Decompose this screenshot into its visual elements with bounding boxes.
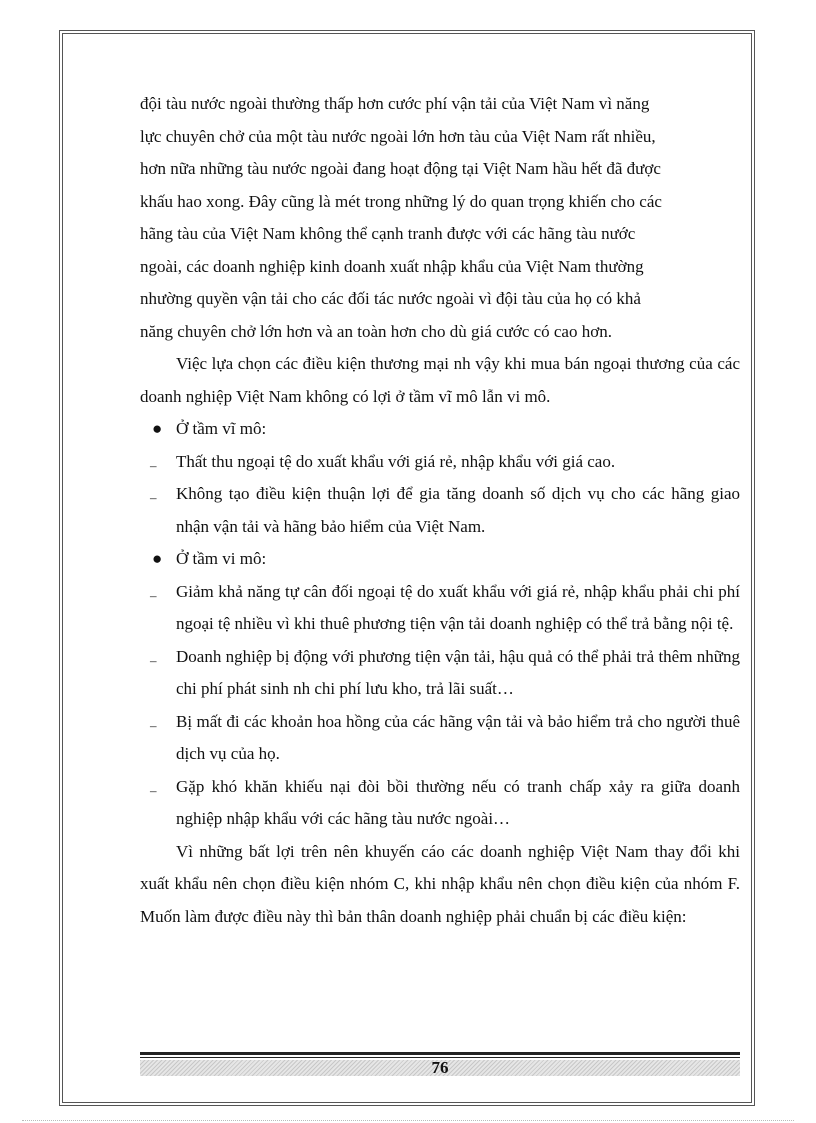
list-item-text: Thất thu ngoại tệ do xuất khẩu với giá rẻ, nhập khẩu với giá cao.: [176, 451, 616, 471]
page-number: 76: [431, 1058, 449, 1077]
list-item-text: Không tạo điều kiện thuận lợi để gia tăng doanh số dịch vụ cho các hãng giao nhận vận tải và hãng bảo hiểm của Việt Nam.: [176, 484, 740, 536]
bullet-dot-icon: ●: [152, 419, 163, 438]
dash-icon: –: [150, 652, 157, 668]
paragraph-line: năng chuyên chở lớn hơn và an toàn hơn cho dù giá cước có cao hơn.: [140, 321, 612, 341]
paragraph-line: ngoài, các doanh nghiệp kinh doanh xuất nhập khẩu của Việt Nam thường: [140, 256, 644, 276]
paragraph-3: Vì những bất lợi trên nên khuyến cáo các doanh nghiệp Việt Nam thay đổi khi xuất khẩu nên chọn điều kiện nhóm C, khi nhập khẩu nên chọn điều kiện của nhóm F. Muốn làm được điều này thì bản thân doanh nghiệp phải chuẩn bị các điều kiện:: [140, 841, 740, 926]
list-item-text: Giảm khả năng tự cân đối ngoại tệ do xuất khẩu với giá rẻ, nhập khẩu phải chi phí ngoại tệ nhiều vì khi thuê phương tiện vận tải doanh nghiệp có thể trả bằng nội tệ.: [176, 581, 740, 633]
paragraph-line: nhường quyền vận tải cho các đối tác nước ngoài vì đội tàu của họ có khả: [140, 289, 641, 308]
document-body: [140, 88, 740, 933]
paragraph-line: hãng tàu của Việt Nam không thể cạnh tranh được với các hãng tàu nước: [140, 224, 636, 243]
paragraph-line: lực chuyên chở của một tàu nước ngoài lớn hơn tàu của Việt Nam rất nhiều,: [140, 126, 656, 146]
paragraph-line: đội tàu nước ngoài thường thấp hơn cước phí vận tải của Việt Nam vì năng: [140, 94, 650, 113]
page-bottom-divider: [22, 1120, 794, 1121]
list-item-text: Bị mất đi các khoản hoa hồng của các hãng vận tải và bảo hiểm trả cho người thuê dịch vụ của họ.: [176, 711, 740, 763]
list-item: [140, 706, 740, 771]
list-item-text: Gặp khó khăn khiếu nại đòi bồi thường nếu có tranh chấp xảy ra giữa doanh nghiệp nhập khẩu với các hãng tàu nước ngoài…: [176, 776, 740, 828]
dash-icon: –: [150, 457, 157, 473]
bullet-dot-icon: ●: [152, 549, 163, 568]
footer-rule: [140, 1052, 740, 1055]
list-item-text: Doanh nghiệp bị động với phương tiện vận tải, hậu quả có thể phải trả thêm những chi phí phát sinh nh chi phí lưu kho, trả lãi suất…: [176, 646, 740, 698]
dash-icon: –: [150, 587, 157, 603]
paragraph-line: khấu hao xong. Đây cũng là mét trong những lý do quan trọng khiến cho các: [140, 191, 662, 211]
paragraph-line: hơn nữa những tàu nước ngoài đang hoạt động tại Việt Nam hầu hết đã được: [140, 159, 661, 178]
paragraph-1: [140, 88, 740, 348]
list-item: [140, 641, 740, 706]
list-item: [140, 771, 740, 836]
list-item: [140, 478, 740, 543]
paragraph-2: Việc lựa chọn các điều kiện thương mại nh vậy khi mua bán ngoại thương của các doanh nghiệp Việt Nam không có lợi ở tầm vĩ mô lẫn vi mô.: [140, 354, 740, 406]
list-item: [140, 446, 740, 479]
bullet-macro: [140, 413, 740, 446]
dash-icon: –: [150, 782, 157, 798]
bullet-macro-label: Ở tầm vĩ mô:: [176, 419, 267, 438]
bullet-micro-label: Ở tầm vi mô:: [176, 549, 267, 568]
list-item: [140, 576, 740, 641]
dash-icon: –: [150, 717, 157, 733]
dash-icon: –: [150, 490, 157, 505]
bullet-micro: [140, 543, 740, 576]
